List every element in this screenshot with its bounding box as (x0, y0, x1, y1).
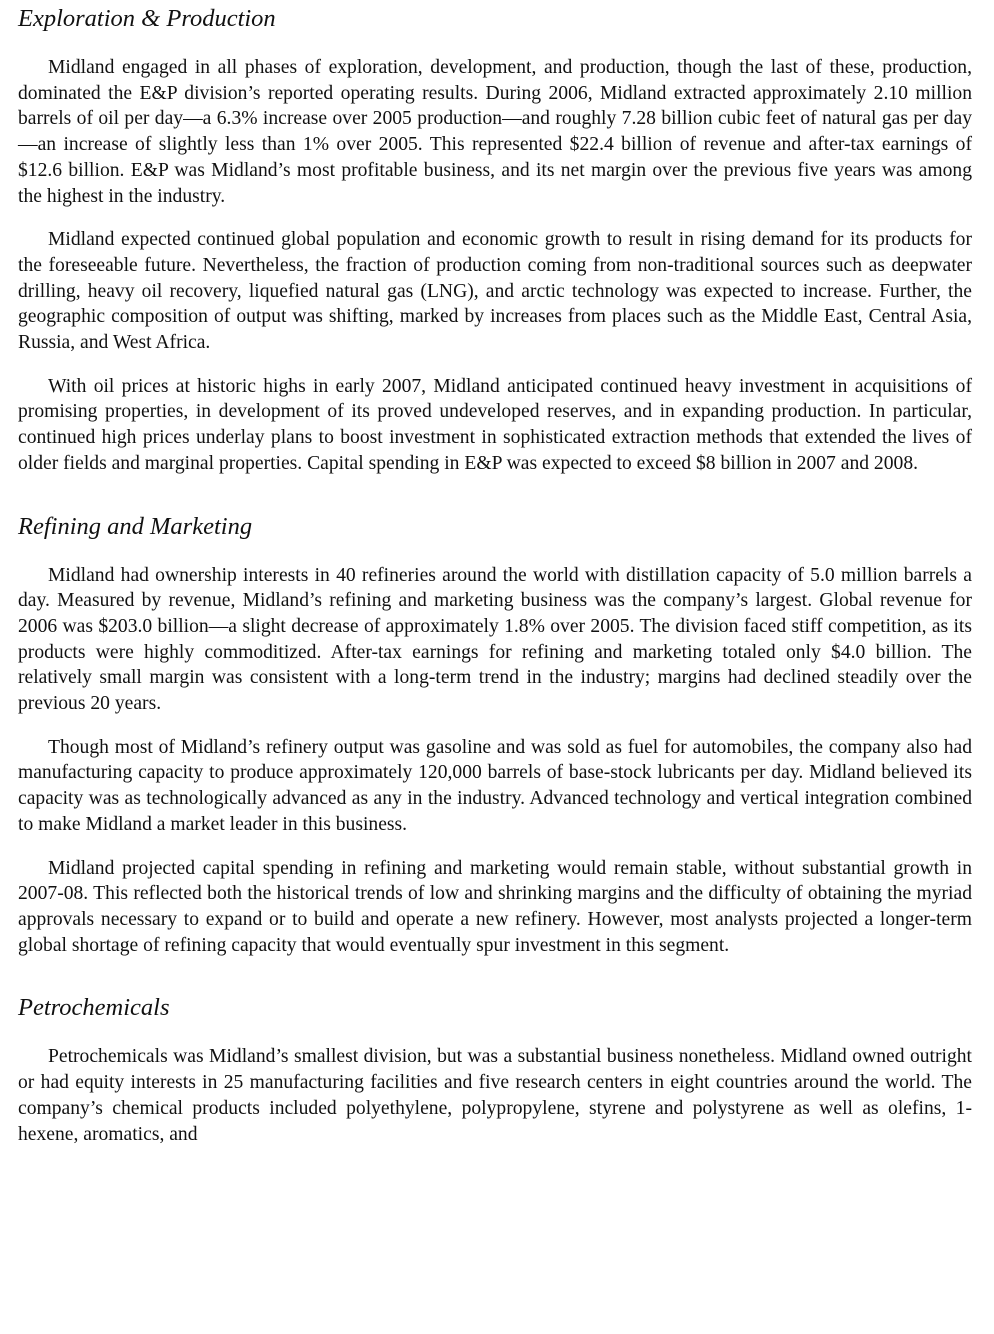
section-refining-marketing (18, 512, 972, 959)
paragraph: With oil prices at historic highs in early 2007, Midland anticipated continued heavy investment in acquisitions of promising properties, in development of its proved undeveloped reserves, and in expanding production. In particular, continued high prices underlay plans to boost investment in sophisticated extraction methods that extended the lives of older fields and marginal properties. Capital spending in E&P was expected to exceed $8 billion in 2007 and 2008. (18, 375, 972, 474)
paragraph: Midland expected continued global population and economic growth to result in rising demand for its products for the foreseeable future. Nevertheless, the fraction of production coming from non-traditional sources such as deepwater drilling, heavy oil recovery, liquefied natural gas (LNG), and arctic technology was expected to increase. Further, the geographic composition of output was shifting, marked by increases from places such as the Middle East, Central Asia, Russia, and West Africa. (18, 229, 972, 354)
section-exploration-production (18, 4, 972, 477)
paragraph: Petrochemicals was Midland’s smallest division, but was a substantial business nonetheless. Midland owned outright or had equity interests in 25 manufacturing facilities and five research centers in eight countries around the world. The company’s chemical products included polyethylene, polypropylene, styrene and polystyrene as well as olefins, 1-hexene, aromatics, and (18, 1046, 972, 1145)
section-heading: Petrochemicals (18, 994, 170, 1022)
paragraph: Midland engaged in all phases of exploration, development, and production, though the last of these, production, dominated the E&P division’s reported operating results. During 2006, Midland extracted approximately 2.10 million barrels of oil per day—a 6.3% increase over 2005 production—and roughly 7.28 billion cubic feet of natural gas per day—an increase of slightly less than 1% over 2005. This represented $22.4 billion of revenue and after-tax earnings of $12.6 billion. E&P was Midland’s most profitable business, and its net margin over the previous five years was among the highest in the industry. (18, 57, 972, 207)
section-heading: Refining and Marketing (18, 512, 253, 540)
section-heading: Exploration & Production (18, 5, 276, 32)
paragraph: Midland projected capital spending in refining and marketing would remain stable, without substantial growth in 2007-08. This reflected both the historical trends of low and shrinking margins and the difficulty of obtaining the myriad approvals necessary to expand or to build and operate a new refinery. However, most analysts projected a longer-term global shortage of refining capacity that would eventually spur investment in this segment. (18, 857, 972, 956)
paragraph: Though most of Midland’s refinery output was gasoline and was sold as fuel for automobiles, the company also had manufacturing capacity to produce approximately 120,000 barrels of base-stock lubricants per day. Midland believed its capacity was as technologically advanced as any in the industry. Advanced technology and vertical integration combined to make Midland a market leader in this business. (18, 736, 972, 835)
document-page (18, 0, 972, 1147)
section-petrochemicals (18, 993, 972, 1147)
paragraph: Midland had ownership interests in 40 refineries around the world with distillation capacity of 5.0 million barrels a day. Measured by revenue, Midland’s refining and marketing business was the company’s largest. Global revenue for 2006 was $203.0 billion—a slight decrease of approximately 1.8% over 2005. The division faced stiff competition, as its products were highly commoditized. After-tax earnings for refining and marketing totaled only $4.0 billion. The relatively small margin was consistent with a long-term trend in the industry; margins had declined steadily over the previous 20 years. (18, 564, 972, 715)
